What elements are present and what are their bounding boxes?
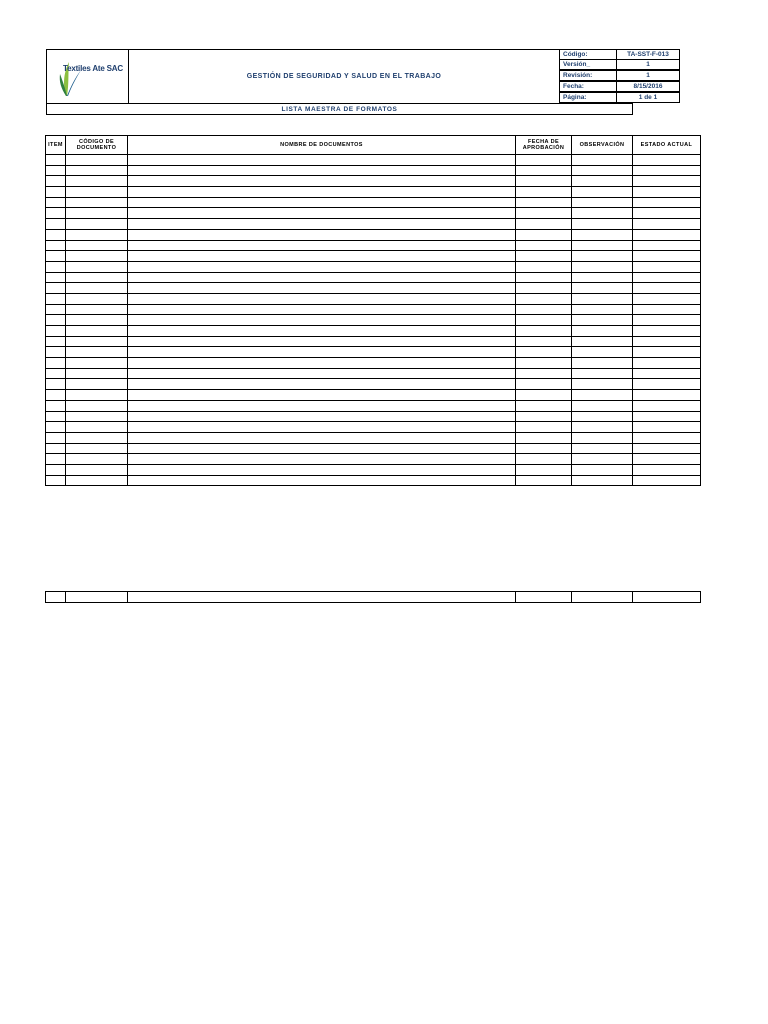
table-cell[interactable] [66, 592, 128, 603]
table-cell[interactable] [46, 432, 66, 443]
table-cell[interactable] [128, 315, 516, 326]
table-cell[interactable] [572, 390, 633, 401]
table-cell[interactable] [633, 155, 701, 166]
table-cell[interactable] [572, 219, 633, 230]
table-cell[interactable] [516, 176, 572, 187]
table-cell[interactable] [66, 315, 128, 326]
table-cell[interactable] [128, 475, 516, 486]
table-cell[interactable] [572, 304, 633, 315]
table-cell[interactable] [516, 208, 572, 219]
meta-label: Revisión: [559, 70, 617, 81]
table-cell[interactable] [516, 187, 572, 198]
table-cell[interactable] [66, 368, 128, 379]
table-row [46, 358, 701, 369]
table-cell[interactable] [46, 187, 66, 198]
table-cell[interactable] [128, 326, 516, 337]
table-cell[interactable] [128, 379, 516, 390]
table-row [46, 219, 701, 230]
table-cell[interactable] [572, 326, 633, 337]
table-cell[interactable] [516, 272, 572, 283]
table-row [46, 592, 701, 603]
table-cell[interactable] [128, 368, 516, 379]
table-cell[interactable] [46, 411, 66, 422]
table-row [46, 240, 701, 251]
table-cell[interactable] [572, 358, 633, 369]
table-cell[interactable] [516, 443, 572, 454]
table-cell[interactable] [633, 229, 701, 240]
table-body [46, 155, 701, 486]
table-cell[interactable] [633, 197, 701, 208]
table-cell[interactable] [572, 315, 633, 326]
table-cell[interactable] [66, 422, 128, 433]
table-cell[interactable] [516, 432, 572, 443]
table-cell[interactable] [66, 304, 128, 315]
table-cell[interactable] [572, 422, 633, 433]
table-cell[interactable] [516, 347, 572, 358]
table-row [46, 304, 701, 315]
table-row [46, 422, 701, 433]
table-cell[interactable] [128, 336, 516, 347]
table-cell[interactable] [128, 283, 516, 294]
table-cell[interactable] [128, 358, 516, 369]
table-row [46, 475, 701, 486]
table-row [46, 208, 701, 219]
table-cell[interactable] [128, 443, 516, 454]
table-cell[interactable] [46, 219, 66, 230]
table-cell[interactable] [66, 197, 128, 208]
col-fecha: FECHA DE APROBACIÓN [516, 136, 572, 155]
table-cell[interactable] [516, 454, 572, 465]
meta-row-fecha [559, 81, 681, 92]
table-cell[interactable] [633, 261, 701, 272]
table-cell[interactable] [128, 411, 516, 422]
table-cell[interactable] [572, 165, 633, 176]
table-cell[interactable] [633, 422, 701, 433]
table-cell[interactable] [66, 336, 128, 347]
table-row [46, 315, 701, 326]
table-row [46, 432, 701, 443]
table-cell[interactable] [572, 197, 633, 208]
meta-value: 1 [616, 70, 680, 81]
table-cell[interactable] [516, 251, 572, 262]
table-cell[interactable] [46, 379, 66, 390]
table-cell[interactable] [516, 336, 572, 347]
table-cell[interactable] [46, 251, 66, 262]
table-cell[interactable] [66, 219, 128, 230]
table-cell[interactable] [633, 326, 701, 337]
meta-label: Fecha: [559, 81, 617, 92]
table-row [46, 272, 701, 283]
meta-row-pagina [559, 92, 681, 103]
table-cell[interactable] [128, 229, 516, 240]
table-cell[interactable] [66, 229, 128, 240]
table-cell[interactable] [46, 358, 66, 369]
table-cell[interactable] [516, 197, 572, 208]
table-cell[interactable] [516, 464, 572, 475]
table-cell[interactable] [572, 155, 633, 166]
table-row [46, 293, 701, 304]
table-cell[interactable] [633, 165, 701, 176]
table-cell[interactable] [66, 283, 128, 294]
table-cell[interactable] [633, 475, 701, 486]
col-item: ITEM [46, 136, 66, 155]
table-cell[interactable] [633, 315, 701, 326]
document-title: GESTIÓN DE SEGURIDAD Y SALUD EN EL TRABAJO [246, 73, 442, 80]
table-row [46, 390, 701, 401]
table-cell[interactable] [572, 347, 633, 358]
table-cell[interactable] [516, 390, 572, 401]
table-row [46, 261, 701, 272]
table-cell[interactable] [572, 411, 633, 422]
table-cell[interactable] [516, 358, 572, 369]
table-cell[interactable] [572, 272, 633, 283]
table-row [46, 251, 701, 262]
table-cell[interactable] [633, 336, 701, 347]
table-cell[interactable] [46, 315, 66, 326]
table-cell[interactable] [516, 283, 572, 294]
table-cell[interactable] [633, 208, 701, 219]
table-cell[interactable] [46, 229, 66, 240]
table-cell[interactable] [66, 358, 128, 369]
table-cell[interactable] [128, 454, 516, 465]
table-cell[interactable] [572, 251, 633, 262]
table-row [46, 464, 701, 475]
table-cell[interactable] [633, 283, 701, 294]
table-cell[interactable] [516, 592, 572, 603]
table-cell[interactable] [46, 475, 66, 486]
table-cell[interactable] [572, 592, 633, 603]
leaf-logo-icon [57, 56, 127, 100]
table-cell[interactable] [46, 368, 66, 379]
table-cell[interactable] [128, 208, 516, 219]
table-cell[interactable] [66, 400, 128, 411]
table-cell[interactable] [66, 475, 128, 486]
table-cell[interactable] [572, 261, 633, 272]
table-cell[interactable] [66, 443, 128, 454]
col-nombre: NOMBRE DE DOCUMENTOS [128, 136, 516, 155]
table-cell[interactable] [633, 592, 701, 603]
table-cell[interactable] [66, 165, 128, 176]
table-cell[interactable] [572, 400, 633, 411]
table-cell[interactable] [46, 304, 66, 315]
table-cell[interactable] [46, 592, 66, 603]
meta-label: Código: [559, 49, 617, 60]
table-cell[interactable] [66, 240, 128, 251]
table-cell[interactable] [633, 379, 701, 390]
table-cell[interactable] [128, 293, 516, 304]
table-cell[interactable] [66, 390, 128, 401]
table-cell[interactable] [633, 454, 701, 465]
table-cell[interactable] [66, 176, 128, 187]
subtitle-cell [46, 103, 633, 115]
table-cell[interactable] [572, 475, 633, 486]
table-cell[interactable] [46, 390, 66, 401]
meta-label: Versión_ [559, 59, 617, 70]
table-header-row [46, 136, 701, 155]
table-cell[interactable] [128, 347, 516, 358]
table-cell[interactable] [66, 432, 128, 443]
table-cell[interactable] [633, 464, 701, 475]
table-row [46, 229, 701, 240]
table-cell[interactable] [633, 219, 701, 230]
table-cell[interactable] [46, 283, 66, 294]
table-cell[interactable] [128, 592, 516, 603]
extra-table-body [46, 592, 701, 603]
table-cell[interactable] [572, 240, 633, 251]
table-cell[interactable] [572, 336, 633, 347]
table-cell[interactable] [516, 422, 572, 433]
table-cell[interactable] [516, 229, 572, 240]
table-cell[interactable] [572, 187, 633, 198]
table-cell[interactable] [128, 422, 516, 433]
col-observacion: OBSERVACIÓN [572, 136, 633, 155]
table-cell[interactable] [66, 293, 128, 304]
table-cell[interactable] [633, 432, 701, 443]
table-cell[interactable] [128, 187, 516, 198]
table-cell[interactable] [633, 240, 701, 251]
table-cell[interactable] [46, 422, 66, 433]
table-cell[interactable] [128, 240, 516, 251]
table-cell[interactable] [516, 304, 572, 315]
table-cell[interactable] [128, 390, 516, 401]
table-cell[interactable] [572, 432, 633, 443]
table-cell[interactable] [633, 411, 701, 422]
meta-value: 1 de 1 [616, 92, 680, 103]
table-row [46, 336, 701, 347]
table-row [46, 165, 701, 176]
table-cell[interactable] [516, 315, 572, 326]
table-cell[interactable] [516, 400, 572, 411]
table-cell[interactable] [572, 443, 633, 454]
table-cell[interactable] [66, 326, 128, 337]
table-cell[interactable] [516, 261, 572, 272]
table-cell[interactable] [572, 379, 633, 390]
table-cell[interactable] [633, 187, 701, 198]
logo-cell [46, 49, 129, 104]
table-cell[interactable] [46, 347, 66, 358]
meta-value: 8/15/2016 [616, 81, 680, 92]
table-row [46, 347, 701, 358]
table-cell[interactable] [572, 464, 633, 475]
col-codigo: CÓDIGO DE DOCUMENTO [66, 136, 128, 155]
table-cell[interactable] [46, 240, 66, 251]
table-cell[interactable] [572, 229, 633, 240]
table-cell[interactable] [128, 197, 516, 208]
table-cell[interactable] [128, 432, 516, 443]
table-cell[interactable] [66, 379, 128, 390]
table-cell[interactable] [66, 187, 128, 198]
table-cell[interactable] [633, 390, 701, 401]
col-estado: ESTADO ACTUAL [633, 136, 701, 155]
table-row [46, 443, 701, 454]
table-row [46, 379, 701, 390]
table-cell[interactable] [46, 464, 66, 475]
table-cell[interactable] [128, 219, 516, 230]
table-cell[interactable] [66, 454, 128, 465]
table-cell[interactable] [128, 304, 516, 315]
table-cell[interactable] [516, 240, 572, 251]
table-cell[interactable] [516, 368, 572, 379]
table-cell[interactable] [633, 358, 701, 369]
table-row [46, 283, 701, 294]
table-cell[interactable] [46, 208, 66, 219]
table-cell[interactable] [572, 176, 633, 187]
table-cell[interactable] [128, 272, 516, 283]
table-cell[interactable] [633, 368, 701, 379]
table-cell[interactable] [633, 347, 701, 358]
table-row [46, 368, 701, 379]
table-cell[interactable] [516, 411, 572, 422]
table-cell[interactable] [66, 347, 128, 358]
table-cell[interactable] [66, 251, 128, 262]
extra-table [45, 591, 701, 603]
table-cell[interactable] [128, 165, 516, 176]
formats-table [45, 135, 701, 486]
table-cell[interactable] [46, 336, 66, 347]
table-cell[interactable] [572, 208, 633, 219]
table-cell[interactable] [128, 155, 516, 166]
table-cell[interactable] [633, 400, 701, 411]
table-cell[interactable] [516, 326, 572, 337]
document-header [46, 49, 669, 115]
meta-row-version [559, 59, 681, 70]
table-cell[interactable] [46, 454, 66, 465]
company-name: Textiles Ate SAC [63, 64, 123, 73]
table-cell[interactable] [46, 165, 66, 176]
table-cell[interactable] [66, 464, 128, 475]
table-cell[interactable] [633, 176, 701, 187]
table-cell[interactable] [66, 272, 128, 283]
table-cell[interactable] [128, 176, 516, 187]
table-cell[interactable] [66, 208, 128, 219]
table-cell[interactable] [66, 261, 128, 272]
table-cell[interactable] [572, 368, 633, 379]
table-cell[interactable] [46, 400, 66, 411]
table-cell[interactable] [633, 251, 701, 262]
table-cell[interactable] [128, 251, 516, 262]
table-cell[interactable] [66, 155, 128, 166]
table-row [46, 411, 701, 422]
table-cell[interactable] [516, 165, 572, 176]
table-cell[interactable] [516, 293, 572, 304]
table-row [46, 400, 701, 411]
table-cell[interactable] [66, 411, 128, 422]
table-cell[interactable] [46, 261, 66, 272]
table-cell[interactable] [572, 283, 633, 294]
table-cell[interactable] [633, 272, 701, 283]
table-row [46, 187, 701, 198]
table-row [46, 197, 701, 208]
table-cell[interactable] [128, 400, 516, 411]
table-cell[interactable] [572, 454, 633, 465]
document-subtitle: LISTA MAESTRA DE FORMATOS [281, 105, 398, 113]
table-cell[interactable] [46, 326, 66, 337]
table-cell[interactable] [516, 219, 572, 230]
table-cell[interactable] [128, 261, 516, 272]
table-cell[interactable] [46, 272, 66, 283]
table-cell[interactable] [572, 293, 633, 304]
table-cell[interactable] [46, 197, 66, 208]
table-cell[interactable] [633, 293, 701, 304]
table-row [46, 176, 701, 187]
table-cell[interactable] [46, 155, 66, 166]
table-cell[interactable] [46, 443, 66, 454]
table-cell[interactable] [46, 293, 66, 304]
table-cell[interactable] [633, 304, 701, 315]
table-row [46, 326, 701, 337]
title-cell [128, 49, 560, 104]
meta-value: TA-SST-F-013 [616, 49, 680, 60]
table-cell[interactable] [516, 475, 572, 486]
table-cell[interactable] [128, 464, 516, 475]
table-row [46, 454, 701, 465]
table-cell[interactable] [46, 176, 66, 187]
table-row [46, 155, 701, 166]
table-cell[interactable] [516, 155, 572, 166]
table-cell[interactable] [633, 443, 701, 454]
meta-row-revision [559, 70, 681, 81]
meta-label: Página: [559, 92, 617, 103]
meta-value: 1 [616, 59, 680, 70]
table-cell[interactable] [516, 379, 572, 390]
